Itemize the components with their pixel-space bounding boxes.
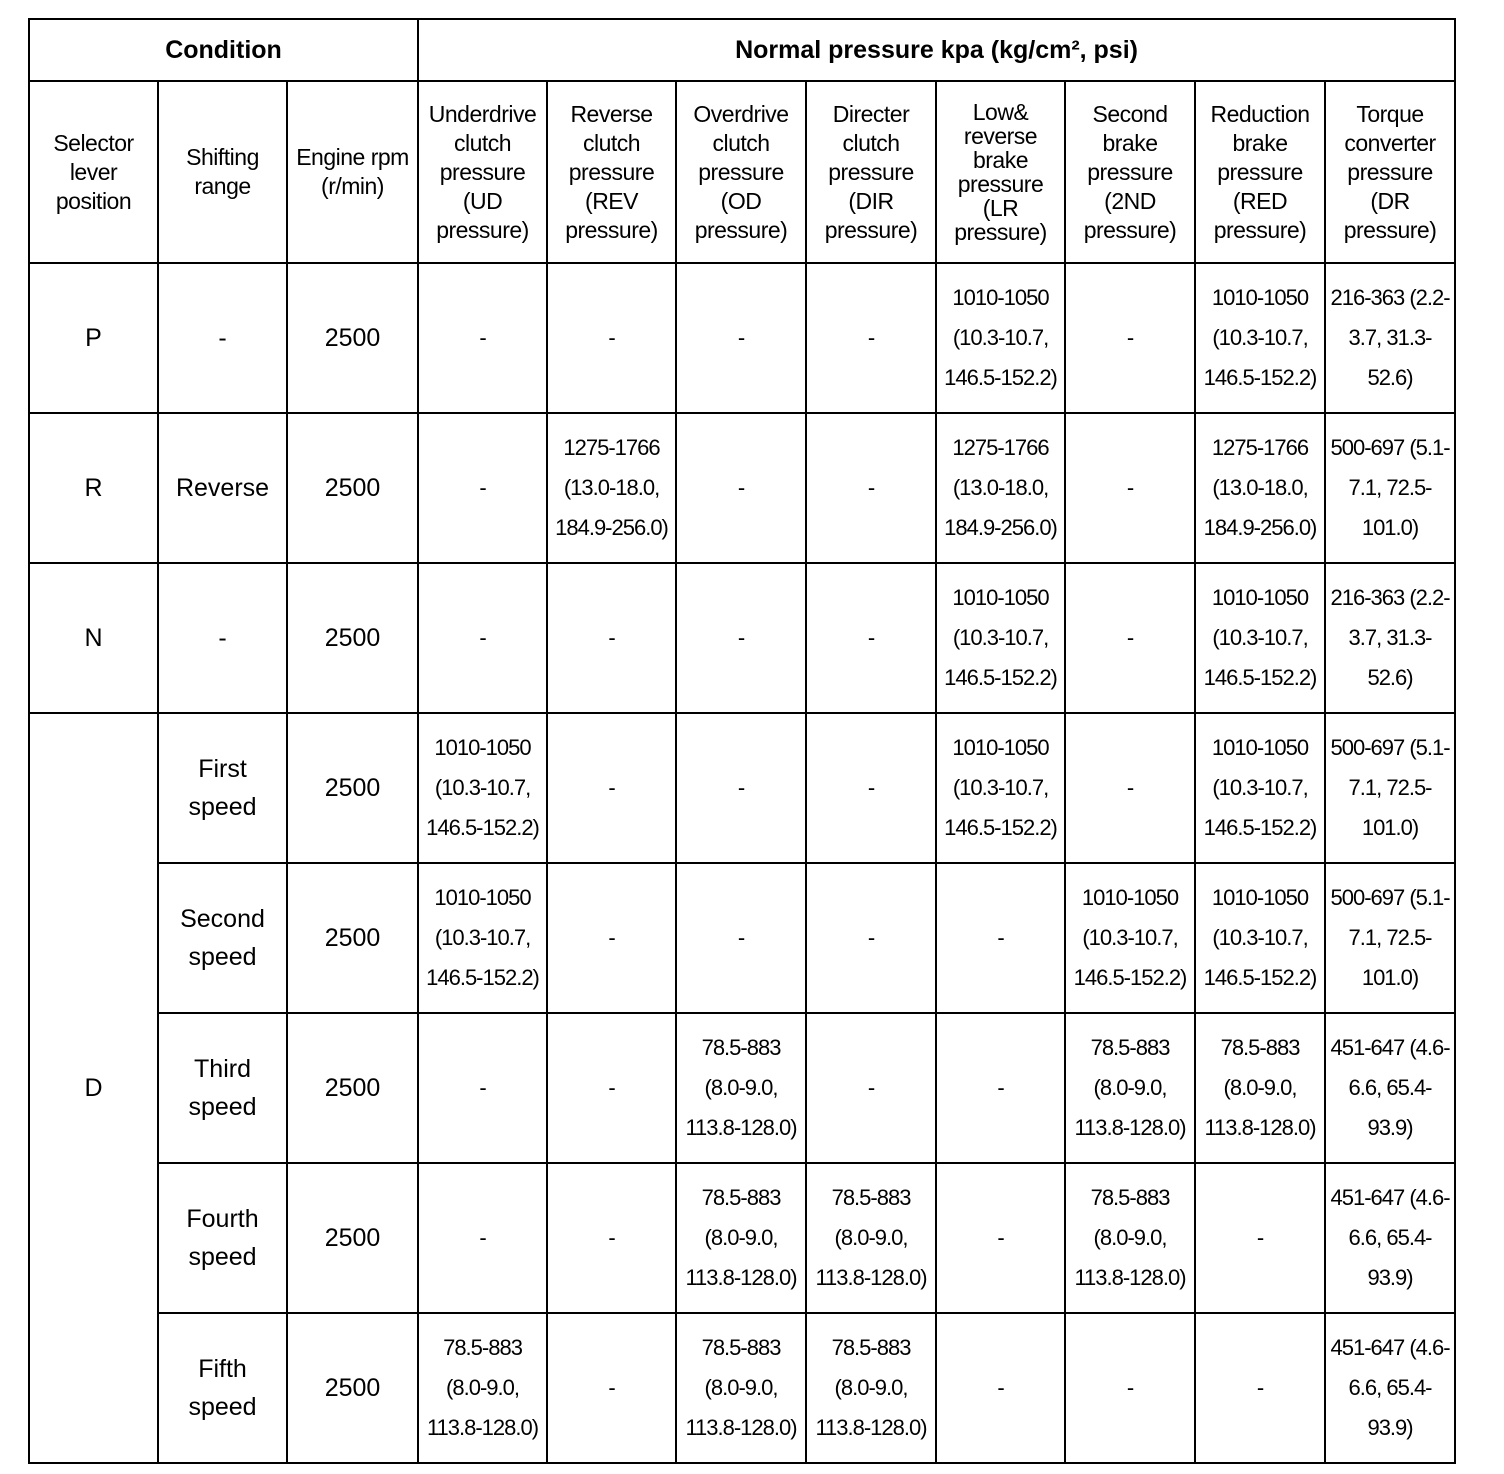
ud-pressure-cell: 1010-1050 (10.3-10.7, 146.5-152.2) <box>418 863 547 1013</box>
dr-pressure-cell: 216-363 (2.2-3.7, 31.3-52.6) <box>1325 563 1455 713</box>
engine-rpm-cell: 2500 <box>287 1163 418 1313</box>
ud-pressure-cell: - <box>418 563 547 713</box>
dir-pressure-cell: - <box>806 713 936 863</box>
od-pressure-cell: - <box>676 563 806 713</box>
shifting-range-cell: Reverse <box>158 413 287 563</box>
col-rev-pressure: Reverse clutch pressure (REV pressure) <box>547 81 676 263</box>
col-2nd-pressure: Second brake pressure (2ND pressure) <box>1065 81 1195 263</box>
red-pressure-cell: 1010-1050 (10.3-10.7, 146.5-152.2) <box>1195 263 1325 413</box>
red-pressure-cell: - <box>1195 1313 1325 1463</box>
engine-rpm-cell: 2500 <box>287 413 418 563</box>
dir-pressure-cell: - <box>806 563 936 713</box>
od-pressure-cell: - <box>676 713 806 863</box>
red-pressure-cell: 1275-1766 (13.0-18.0, 184.9-256.0) <box>1195 413 1325 563</box>
lr-pressure-cell: 1275-1766 (13.0-18.0, 184.9-256.0) <box>936 413 1065 563</box>
col-selector-lever-position: Selector lever position <box>29 81 158 263</box>
shifting-range-cell: Third speed <box>158 1013 287 1163</box>
col-red-pressure: Reduction brake pressure (RED pressure) <box>1195 81 1325 263</box>
shifting-range-cell: Fourth speed <box>158 1163 287 1313</box>
engine-rpm-cell: 2500 <box>287 713 418 863</box>
rev-pressure-cell: - <box>547 863 676 1013</box>
dr-pressure-cell: 500-697 (5.1-7.1, 72.5-101.0) <box>1325 713 1455 863</box>
red-pressure-cell: 1010-1050 (10.3-10.7, 146.5-152.2) <box>1195 863 1325 1013</box>
col-lr-pressure: Low& reverse brake pressure (LR pressure) <box>936 81 1065 263</box>
normal-pressure-header: Normal pressure kpa (kg/cm², psi) <box>418 19 1455 81</box>
rev-pressure-cell: - <box>547 1313 676 1463</box>
table-row <box>29 863 1455 1013</box>
lr-pressure-cell: - <box>936 863 1065 1013</box>
2nd-pressure-cell: - <box>1065 563 1195 713</box>
ud-pressure-cell: 1010-1050 (10.3-10.7, 146.5-152.2) <box>418 713 547 863</box>
engine-rpm-cell: 2500 <box>287 563 418 713</box>
selector-position-cell: P <box>29 263 158 413</box>
table-body <box>29 263 1455 1463</box>
col-engine-rpm: Engine rpm (r/min) <box>287 81 418 263</box>
lr-pressure-cell: 1010-1050 (10.3-10.7, 146.5-152.2) <box>936 263 1065 413</box>
selector-position-cell: N <box>29 563 158 713</box>
red-pressure-cell: 1010-1050 (10.3-10.7, 146.5-152.2) <box>1195 563 1325 713</box>
dir-pressure-cell: 78.5-883 (8.0-9.0, 113.8-128.0) <box>806 1313 936 1463</box>
rev-pressure-cell: - <box>547 1163 676 1313</box>
table-row <box>29 1013 1455 1163</box>
2nd-pressure-cell: 78.5-883 (8.0-9.0, 113.8-128.0) <box>1065 1013 1195 1163</box>
col-od-pressure: Overdrive clutch pressure (OD pressure) <box>676 81 806 263</box>
rev-pressure-cell: - <box>547 713 676 863</box>
rev-pressure-cell: - <box>547 263 676 413</box>
table-row <box>29 713 1455 863</box>
od-pressure-cell: 78.5-883 (8.0-9.0, 113.8-128.0) <box>676 1163 806 1313</box>
red-pressure-cell: 1010-1050 (10.3-10.7, 146.5-152.2) <box>1195 713 1325 863</box>
col-dr-pressure: Torque converter pressure (DR pressure) <box>1325 81 1455 263</box>
2nd-pressure-cell: - <box>1065 413 1195 563</box>
table-row <box>29 413 1455 563</box>
dr-pressure-cell: 500-697 (5.1-7.1, 72.5-101.0) <box>1325 863 1455 1013</box>
shifting-range-cell: Second speed <box>158 863 287 1013</box>
table-row <box>29 263 1455 413</box>
shifting-range-cell: - <box>158 563 287 713</box>
rev-pressure-cell: - <box>547 563 676 713</box>
2nd-pressure-cell: - <box>1065 263 1195 413</box>
dir-pressure-cell: - <box>806 263 936 413</box>
od-pressure-cell: - <box>676 263 806 413</box>
ud-pressure-cell: - <box>418 1163 547 1313</box>
rev-pressure-cell: - <box>547 1013 676 1163</box>
dir-pressure-cell: 78.5-883 (8.0-9.0, 113.8-128.0) <box>806 1163 936 1313</box>
col-shifting-range: Shifting range <box>158 81 287 263</box>
2nd-pressure-cell: 78.5-883 (8.0-9.0, 113.8-128.0) <box>1065 1163 1195 1313</box>
engine-rpm-cell: 2500 <box>287 263 418 413</box>
od-pressure-cell: 78.5-883 (8.0-9.0, 113.8-128.0) <box>676 1313 806 1463</box>
lr-pressure-cell: - <box>936 1013 1065 1163</box>
ud-pressure-cell: - <box>418 413 547 563</box>
ud-pressure-cell: - <box>418 263 547 413</box>
selector-position-cell: D <box>29 713 158 1463</box>
table-row <box>29 1313 1455 1463</box>
rev-pressure-cell: 1275-1766 (13.0-18.0, 184.9-256.0) <box>547 413 676 563</box>
ud-pressure-cell: 78.5-883 (8.0-9.0, 113.8-128.0) <box>418 1313 547 1463</box>
shifting-range-cell: Fifth speed <box>158 1313 287 1463</box>
red-pressure-cell: - <box>1195 1163 1325 1313</box>
col-ud-pressure: Underdrive clutch pressure (UD pressure) <box>418 81 547 263</box>
od-pressure-cell: - <box>676 413 806 563</box>
dir-pressure-cell: - <box>806 413 936 563</box>
table-row <box>29 563 1455 713</box>
dr-pressure-cell: 451-647 (4.6-6.6, 65.4-93.9) <box>1325 1163 1455 1313</box>
table-row <box>29 1163 1455 1313</box>
dr-pressure-cell: 216-363 (2.2-3.7, 31.3-52.6) <box>1325 263 1455 413</box>
ud-pressure-cell: - <box>418 1013 547 1163</box>
selector-position-cell: R <box>29 413 158 563</box>
dr-pressure-cell: 451-647 (4.6-6.6, 65.4-93.9) <box>1325 1013 1455 1163</box>
engine-rpm-cell: 2500 <box>287 863 418 1013</box>
od-pressure-cell: - <box>676 863 806 1013</box>
dr-pressure-cell: 500-697 (5.1-7.1, 72.5-101.0) <box>1325 413 1455 563</box>
column-headers <box>29 81 1455 263</box>
shifting-range-cell: - <box>158 263 287 413</box>
shifting-range-cell: First speed <box>158 713 287 863</box>
2nd-pressure-cell: - <box>1065 1313 1195 1463</box>
condition-header: Condition <box>29 19 418 81</box>
2nd-pressure-cell: - <box>1065 713 1195 863</box>
lr-pressure-cell: - <box>936 1313 1065 1463</box>
red-pressure-cell: 78.5-883 (8.0-9.0, 113.8-128.0) <box>1195 1013 1325 1163</box>
lr-pressure-cell: 1010-1050 (10.3-10.7, 146.5-152.2) <box>936 563 1065 713</box>
lr-pressure-cell: - <box>936 1163 1065 1313</box>
engine-rpm-cell: 2500 <box>287 1013 418 1163</box>
col-dir-pressure: Directer clutch pressure (DIR pressure) <box>806 81 936 263</box>
dir-pressure-cell: - <box>806 1013 936 1163</box>
pressure-table <box>28 18 1456 1464</box>
od-pressure-cell: 78.5-883 (8.0-9.0, 113.8-128.0) <box>676 1013 806 1163</box>
2nd-pressure-cell: 1010-1050 (10.3-10.7, 146.5-152.2) <box>1065 863 1195 1013</box>
dir-pressure-cell: - <box>806 863 936 1013</box>
lr-pressure-cell: 1010-1050 (10.3-10.7, 146.5-152.2) <box>936 713 1065 863</box>
engine-rpm-cell: 2500 <box>287 1313 418 1463</box>
dr-pressure-cell: 451-647 (4.6-6.6, 65.4-93.9) <box>1325 1313 1455 1463</box>
